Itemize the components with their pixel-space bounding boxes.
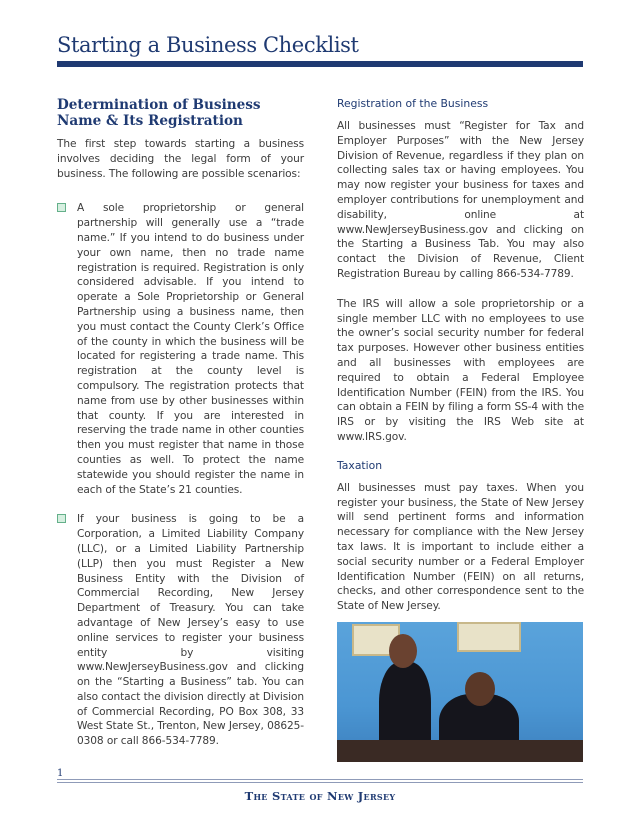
document-title: Starting a Business Checklist [57,33,359,57]
bullet-item-sole-proprietorship [57,201,304,497]
business-name-heading: Determination of Business Name & Its Registration [57,97,261,129]
registration-paragraph-2: The IRS will allow a sole proprietorship or a single member LLC with no employees to use the owner’s social security number for federal tax purposes. However other business entities and all businesses with employees are required to obtain a Federal Employee Identification Number (FEIN) from the IRS. You can obtain a FEIN by filing a form SS-4 with the IRS or by visiting the IRS Web site at www.IRS.gov. [337,297,584,443]
taxation-paragraph: All businesses must pay taxes. When you register your business, the State of New Jersey will send pertinent forms and information necessary for compliance with the New Jersey tax laws. It is important to include either a social security number or a Federal Employer Identification Number (FEIN) on all returns, checks, and other correspondence sent to the State of New Jersey. [337,481,584,613]
left-column [57,97,304,749]
right-column [337,97,584,762]
footer-rule [57,782,583,783]
footer-state-name: The State of New Jersey [244,789,396,803]
registration-heading: Registration of the Business [337,97,489,110]
intro-paragraph: The first step towards starting a business involves deciding the legal form of your business. The following are possible scenarios: [57,138,304,180]
bullet-text: A sole proprietorship or general partnership will generally use a “trade name.” If you intend to do business under your own name, then no trade name registration is required. Registration is only considered advisable. If you intend to operate a Sole Proprietorship or General Partnership using a business name, then you must contact the County Clerk’s Office of the county in which the business will be located for registering a trade name. This registration at the county level is compulsory. The registration protects that name from use by other businesses within that county. If you are interested in reserving the trade name in other counties then you must register that name in those counties as well. To protect the name statewide you should register the name in each of the State’s 21 counties. [77,202,304,496]
square-bullet-icon [57,203,66,212]
footer-rule [57,779,583,780]
man-head [465,672,495,706]
registration-paragraph-1: All businesses must “Register for Tax and Employer Purposes” with the New Jersey Division of Revenue, regardless if they plan on collecting sales tax or having employees. You may now register your business for taxes and employer contributions for unemployment and disability, online at www.NewJerseyBusiness.gov and clicking on the Starting a Business Tab. You may also contact the Division of Revenue, Client Registration Bureau by calling 866-534-7789. [337,120,584,280]
header-rule [57,61,583,67]
business-owners-photo [337,622,583,762]
desk [337,740,583,762]
page-number: 1 [57,768,64,779]
wall-picture-frame [457,622,521,652]
bullet-item-corporation [57,512,304,749]
bullet-text: If your business is going to be a Corporation, a Limited Liability Company (LLC), or a Limited Liability Partnership (LLP) then you must Register a New Business Entity with the Division of Commercial Recording, New Jersey Department of Treasury. You can take advantage of New Jersey’s easy to use online services to register your business entity by visiting www.NewJerseyBusiness.gov and clicking on the “Starting a Business” tab. You can also contact the division directly at Division of Commercial Recording, PO Box 308, 33 West State St., Trenton, New Jersey, 08625-0308 or call 866-534-7789. [77,513,304,748]
square-bullet-icon [57,514,66,523]
woman-head [389,634,417,668]
taxation-heading: Taxation [337,458,383,472]
